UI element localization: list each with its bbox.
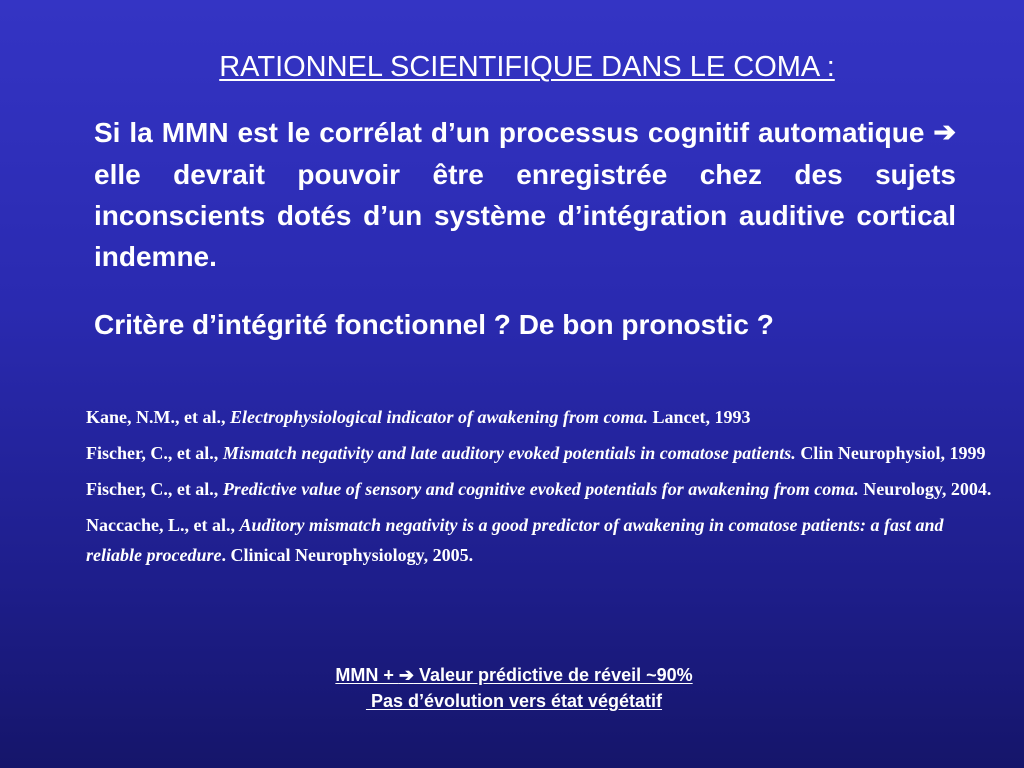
reference-item bbox=[86, 402, 996, 432]
conclusion bbox=[0, 662, 1024, 714]
reference-title: Electrophysiological indicator of awakening from coma. bbox=[229, 407, 648, 427]
statement-part-2: elle devrait pouvoir être enregistrée chez des sujets inconscients dotés d’un système d’intégration auditive cortical indemne. bbox=[94, 159, 956, 272]
reference-source: . Clinical Neurophysiology, 2005. bbox=[221, 545, 474, 565]
reference-title: Mismatch negativity and late auditory evoked potentials in comatose patients. bbox=[222, 443, 796, 463]
statement-part-1: Si la MMN est le corrélat d’un processus cognitif automatique bbox=[94, 117, 934, 148]
reference-authors: Naccache, L., et al., bbox=[86, 515, 240, 535]
reference-authors: Kane, N.M., et al., bbox=[86, 407, 230, 427]
reference-title: Auditory mismatch negativity is a good predictor of awakening in comatose patients: a fast and reliable procedure bbox=[86, 515, 944, 565]
reference-item bbox=[86, 438, 996, 468]
reference-authors: Fischer, C., et al., bbox=[86, 443, 223, 463]
conclusion-line-1 bbox=[0, 662, 1024, 688]
reference-item bbox=[86, 474, 996, 504]
right-arrow-icon: ➔ bbox=[933, 117, 956, 147]
reference-source: Lancet, 1993 bbox=[647, 407, 751, 427]
reference-source: Neurology, 2004. bbox=[858, 479, 992, 499]
reference-authors: Fischer, C., et al., bbox=[86, 479, 223, 499]
references-list bbox=[86, 402, 996, 576]
conclusion-prefix: MMN + bbox=[335, 665, 399, 685]
slide-title: RATIONNEL SCIENTIFIQUE DANS LE COMA : bbox=[219, 51, 835, 83]
prognosis-question: Critère d’intégrité fonctionnel ? De bon pronostic ? bbox=[94, 309, 774, 340]
reference-source: Clin Neurophysiol, 1999 bbox=[795, 443, 986, 463]
main-statement bbox=[94, 112, 956, 277]
conclusion-value: Valeur prédictive de réveil ~90% bbox=[413, 665, 693, 685]
reference-item bbox=[86, 510, 996, 570]
right-arrow-icon: ➔ bbox=[398, 665, 414, 685]
reference-title: Predictive value of sensory and cognitive evoked potentials for awakening from coma. bbox=[222, 479, 859, 499]
conclusion-line-2: Pas d’évolution vers état végétatif bbox=[365, 691, 663, 711]
